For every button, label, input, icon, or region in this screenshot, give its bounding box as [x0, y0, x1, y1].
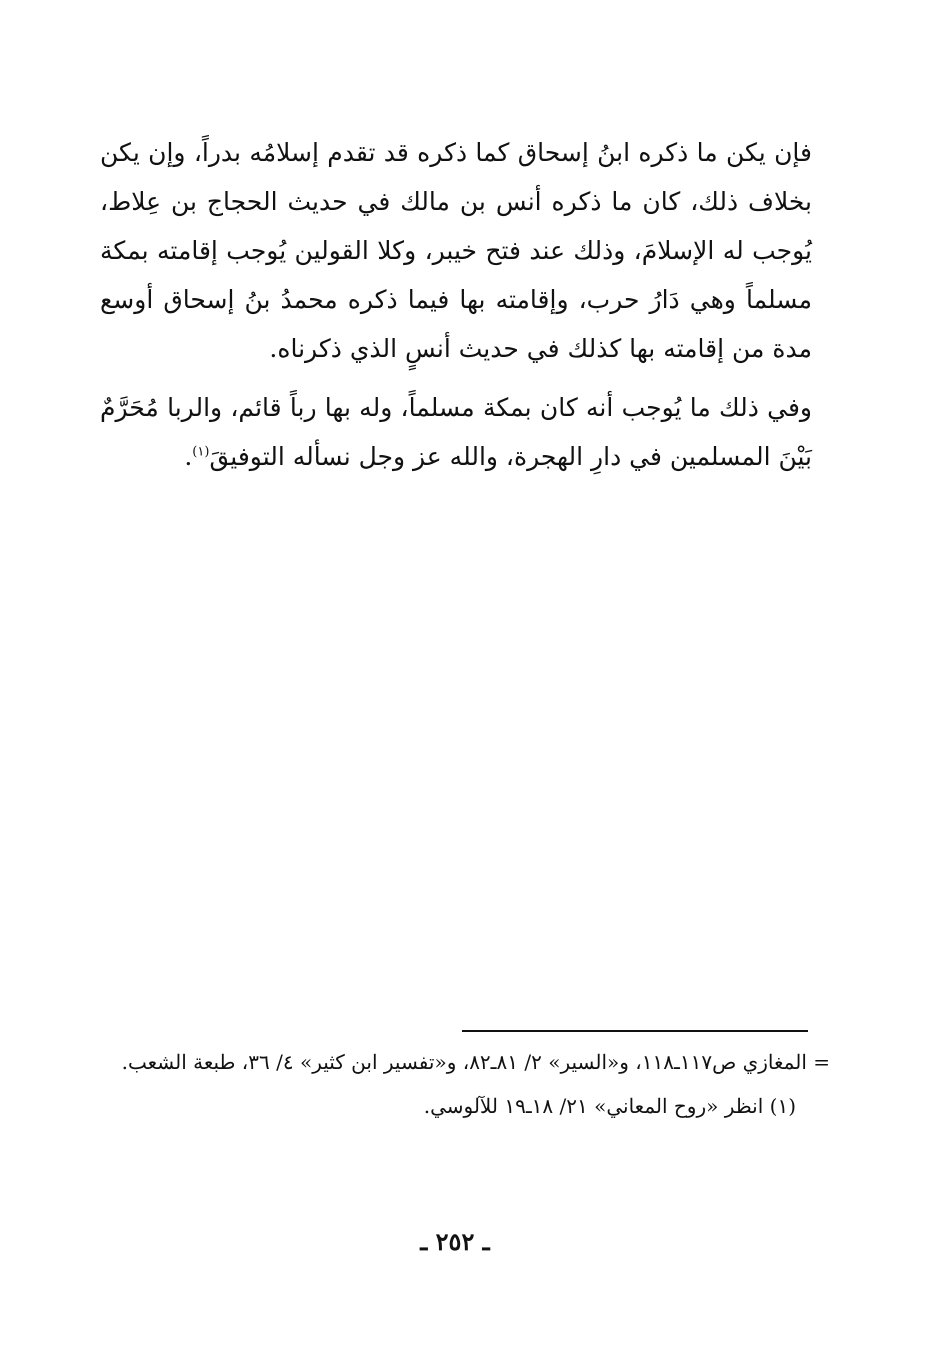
page-number: ـ ٢٥٢ ـ: [420, 1227, 490, 1256]
footnote-marker[interactable]: (١): [192, 444, 210, 460]
footnotes: [100, 1040, 830, 1128]
footnote-continuation: = المغازي ص١١٧ـ١١٨، و«السير» ٢/ ٨١ـ٨٢، و«تفسير ابن كثير» ٤/ ٣٦، طبعة الشعب.: [121, 1050, 830, 1074]
paragraph-text: فإن يكن ما ذكره ابنُ إسحاق كما ذكره قد تقدم إسلامُه بدراً، وإن يكن بخلاف ذلك، كان ما ذكره أنس بن مالك في حديث الحجاج بن عِلاط، يُوجب له الإسلامَ، وذلك عند فتح خيبر، وكلا القولين يُوجب إقامته بمكة مسلماً وهي دَارُ حرب، وإقامته بها فيما ذكره محمدُ بنُ إسحاق أوسع مدة من إقامته بها كذلك في حديث أنسٍ الذي ذكرناه.: [100, 138, 812, 363]
footnote-1: (١) انظر «روح المعاني» ٢١/ ١٨ـ١٩ للآلوسي.: [423, 1094, 796, 1118]
paragraph: [100, 128, 812, 373]
paragraph: [100, 383, 812, 481]
main-text: [100, 128, 812, 481]
paragraph-end: .: [184, 442, 193, 471]
footnote-separator: [462, 1030, 808, 1032]
paragraph-text: وفي ذلك ما يُوجب أنه كان بمكة مسلماً، وله بها رباً قائم، والربا مُحَرَّمٌ بَيْنَ المسلمين في دارِ الهجرة، والله عز وجل نسأله التوفيقَ: [100, 393, 812, 471]
